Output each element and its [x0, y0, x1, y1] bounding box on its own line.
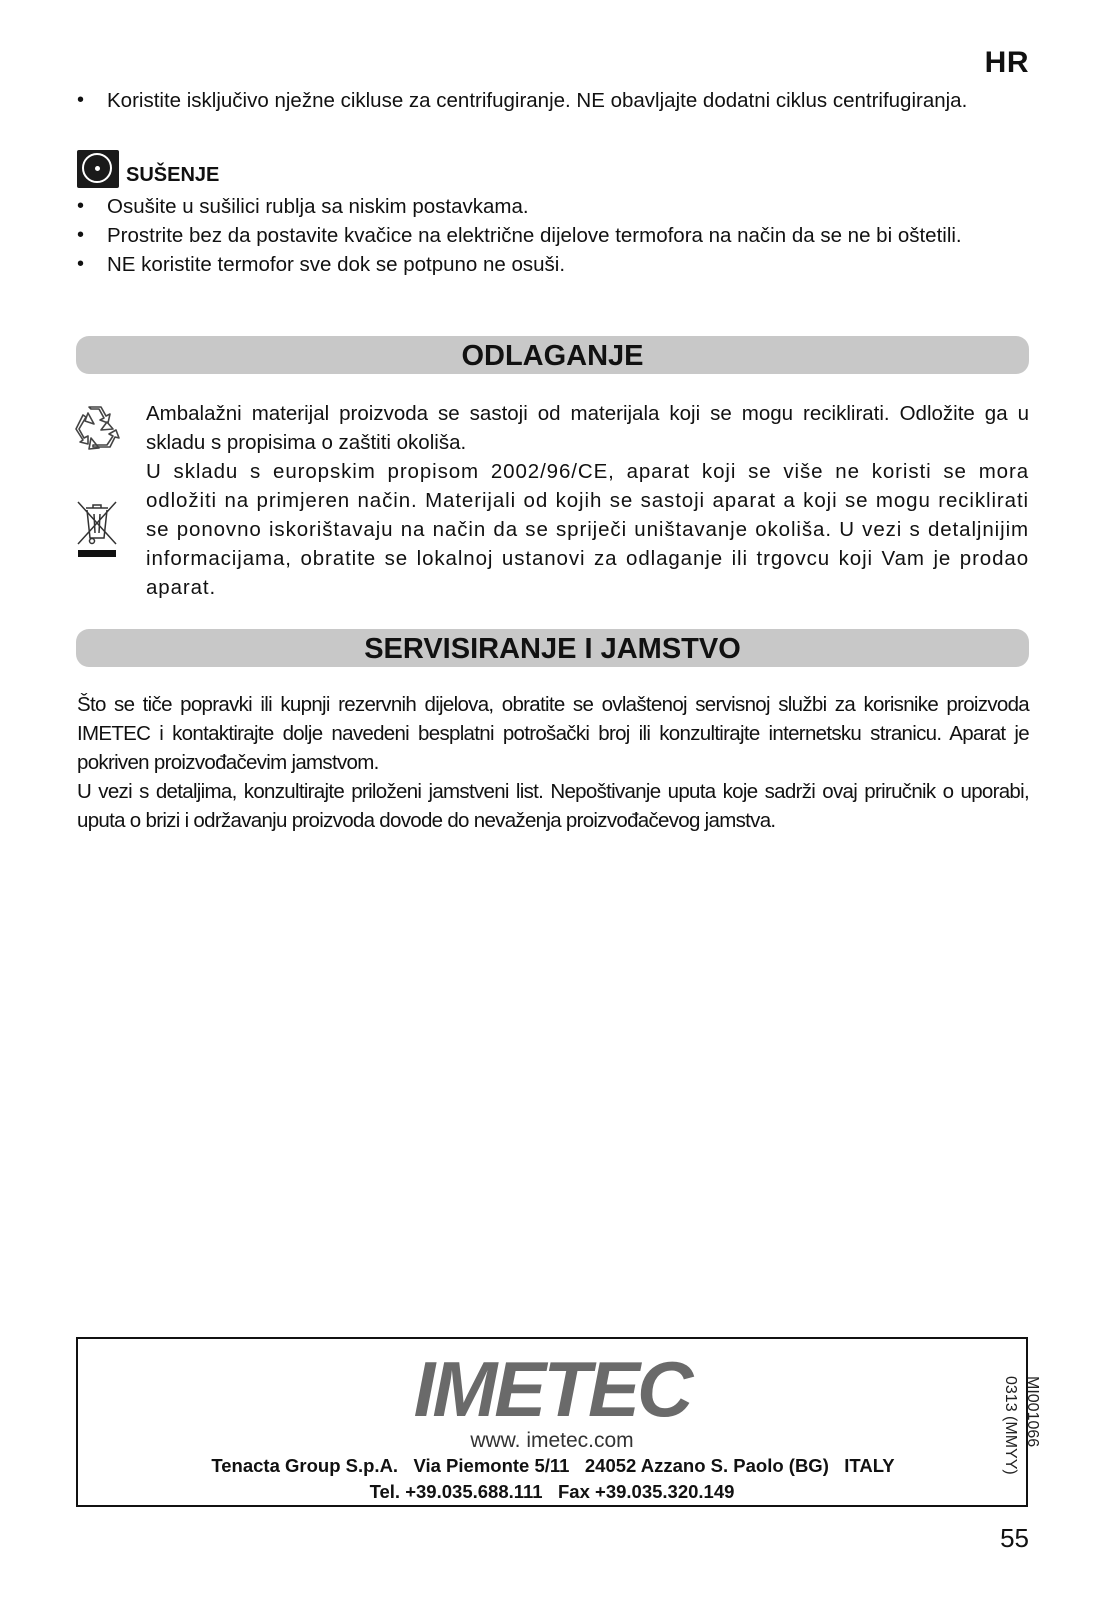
list-item: • NE koristite termofor sve dok se potpuno ne osuši. [77, 250, 1029, 279]
drying-bullet-list [77, 192, 1029, 279]
footer-contact-box [76, 1337, 1041, 1507]
section-heading-disposal: ODLAGANJE [76, 336, 1029, 374]
disposal-paragraph-weee: U skladu s europskim propisom 2002/96/CE, aparat koji se više ne koristi se mora odložiti na primjeren način. Materijali od kojih se sastoji aparat a koji se mogu reciklirati se ponovno iskorištavaju na način da se spriječi uništavanje okoliša. U vezi s detaljnijim informacijama, obratite se lokalnoj ustanovi za odlaganje ili trgovcu koji Vam je prodao aparat. [146, 460, 1029, 599]
website-link[interactable]: www. imetec.com [470, 1429, 634, 1452]
section-heading-service: SERVISIRANJE I JAMSTVO [76, 629, 1029, 667]
page-number: 55 [1000, 1523, 1029, 1553]
recycle-icon [73, 403, 123, 453]
document-code [993, 1376, 1043, 1496]
list-item: • Osušite u sušilici rublja sa niskim postavkama. [77, 192, 1029, 221]
company-address: Tenacta Group S.p.A. Via Piemonte 5/11 24052 Azzano S. Paolo (BG) ITALY [211, 1455, 895, 1476]
crossed-bin-icon [72, 498, 122, 560]
intro-bullet-list [77, 86, 1029, 115]
document-code-id: MI001066 [1024, 1376, 1041, 1448]
company-phones: Tel. +39.035.688.111 Fax +39.035.320.149 [369, 1481, 735, 1502]
imetec-logo: IMETEC [413, 1345, 691, 1433]
language-code: HR [984, 46, 1029, 79]
disposal-paragraph-packaging: Ambalažni materijal proizvoda se sastoji od materijala koji se mogu reciklirati. Odložite ga u skladu s propisima o zaštiti okoliša. [146, 402, 1029, 454]
document-code-date: 0313 (MMYY) [1002, 1376, 1019, 1475]
service-paragraph-warranty: U vezi s detaljima, konzultirajte priloženi jamstveni list. Nepoštivanje uputa koje sadrži ovaj priručnik o uporabi, uputa o brizi i održavanju proizvoda dovode do nevaženja proizvođačevog jamstva. [77, 780, 1029, 832]
list-item: • Prostrite bez da postavite kvačice na električne dijelove termofora na način da se ne bi oštetili. [77, 221, 1029, 250]
tumble-dry-icon [77, 150, 119, 188]
service-paragraph-repairs: Što se tiče popravki ili kupnji rezervnih dijelova, obratite se ovlaštenoj servisnoj službi za korisnike proizvoda IMETEC i kontaktirajte dolje navedeni besplatni potrošački broj ili konzultirajte internetsku stranicu. Aparat je pokriven proizvođačevim jamstvom. [77, 693, 1029, 774]
list-item: • Koristite isključivo nježne cikluse za centrifugiranje. NE obavljajte dodatni ciklus centrifugiranja. [77, 86, 1029, 115]
drying-heading [77, 150, 377, 188]
drying-title: SUŠENJE [126, 164, 220, 186]
